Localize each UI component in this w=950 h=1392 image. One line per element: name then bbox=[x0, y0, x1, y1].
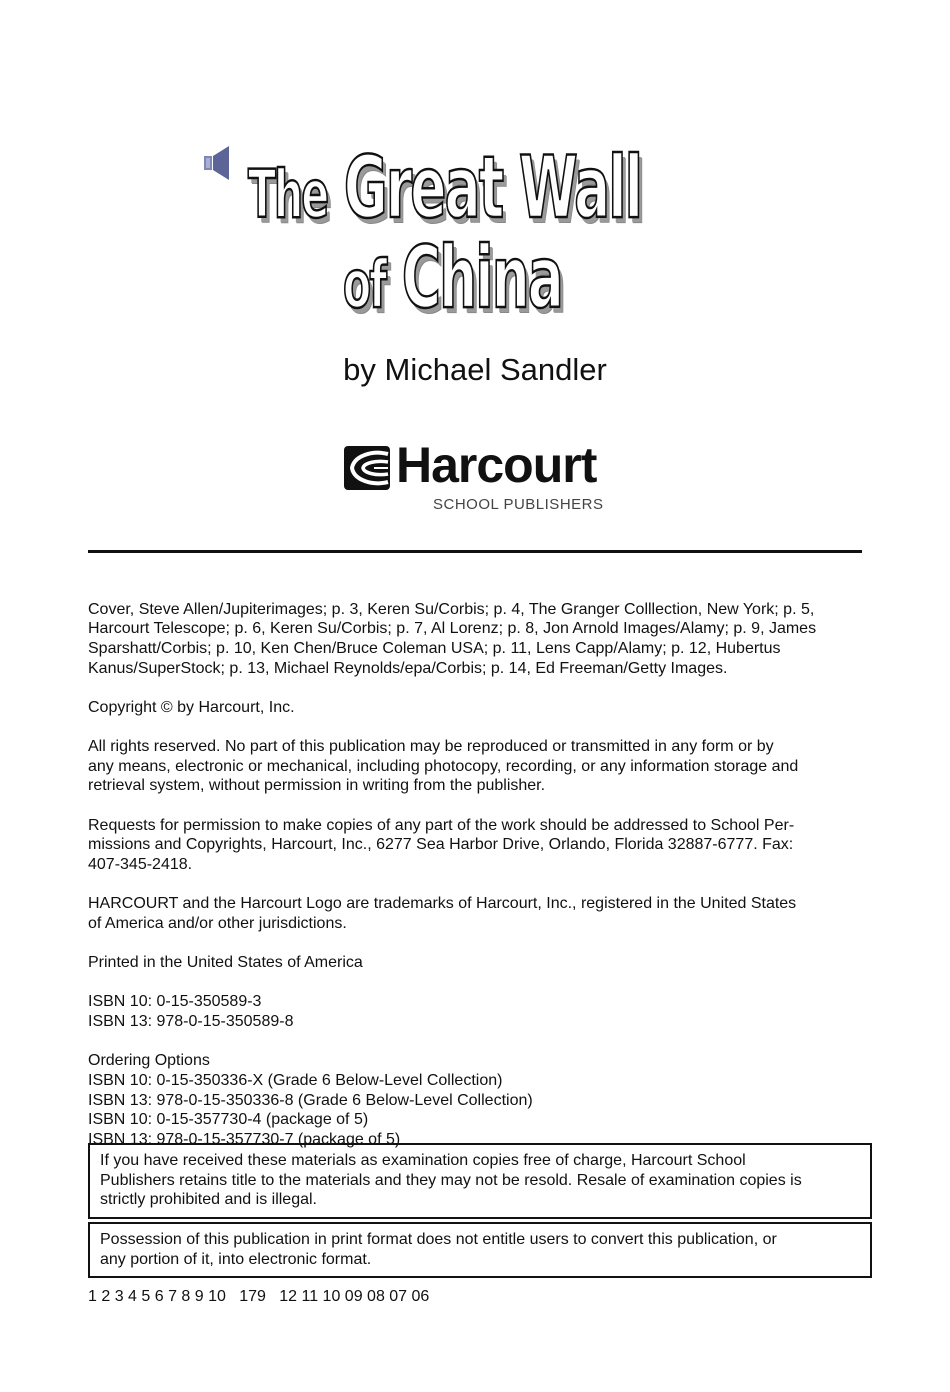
speaker-icon[interactable] bbox=[203, 145, 231, 181]
exam-copy-notice bbox=[88, 1143, 872, 1219]
notice-line: If you have received these materials as examination copies free of charge, Harcourt School bbox=[100, 1152, 746, 1169]
copyright-page-body bbox=[88, 580, 864, 1169]
rights-line: retrieval system, without permission in writing from the publisher. bbox=[88, 777, 546, 795]
ordering-line: ISBN 13: 978-0-15-357730-7 (package of 5) bbox=[88, 1131, 401, 1149]
notice-line: any portion of it, into electronic format. bbox=[100, 1250, 372, 1268]
harcourt-logo-mark-icon bbox=[344, 446, 390, 490]
rights-line: All rights reserved. No part of this publication may be reproduced or transmitted in any form or by bbox=[88, 738, 774, 756]
title-word-the: The bbox=[248, 156, 328, 233]
isbn-line: ISBN 10: 0-15-350589-3 bbox=[88, 993, 262, 1011]
credit-line: Kanus/SuperStock; p. 13, Michael Reynolds/epa/Corbis; p. 14, Ed Freeman/Getty Images. bbox=[88, 659, 728, 677]
print-line: 1 2 3 4 5 6 7 8 9 10 179 12 11 10 09 08 07 06 bbox=[88, 1288, 430, 1305]
permissions-line: missions and Copyrights, Harcourt, Inc., 6277 Sea Harbor Drive, Orlando, Florida 32887-6777. Fax: bbox=[88, 836, 794, 854]
title-words-great-wall: Great Wall bbox=[343, 138, 642, 238]
isbn-line: ISBN 13: 978-0-15-350589-8 bbox=[88, 1013, 294, 1031]
divider-rule bbox=[88, 550, 862, 553]
ordering-heading: Ordering Options bbox=[88, 1052, 210, 1070]
credit-line: Harcourt Telescope; p. 6, Keren Su/Corbis; p. 7, Al Lorenz; p. 8, Jon Arnold Images/Alamy; p. 9, James bbox=[88, 620, 817, 638]
author-byline: by Michael Sandler bbox=[343, 352, 607, 387]
permissions-line: 407-345-2418. bbox=[88, 856, 193, 874]
credit-line: Cover, Steve Allen/Jupiterimages; p. 3, Keren Su/Corbis; p. 4, The Granger Colllection, New York; p. 5, bbox=[88, 600, 815, 618]
rights-line: any means, electronic or mechanical, including photocopy, recording, or any information storage and bbox=[88, 757, 799, 775]
title-word-china: China bbox=[401, 228, 562, 328]
credit-line: Sparshatt/Corbis; p. 10, Ken Chen/Bruce Coleman USA; p. 11, Lens Capp/Alamy; p. 12, Hubertus bbox=[88, 639, 781, 657]
publisher-logo bbox=[344, 437, 614, 524]
title-line-1 bbox=[248, 138, 641, 238]
notice-line: strictly prohibited and is illegal. bbox=[100, 1191, 317, 1209]
trademark-line: of America and/or other jurisdictions. bbox=[88, 914, 347, 932]
copyright-line: Copyright © by Harcourt, Inc. bbox=[88, 698, 295, 716]
ordering-line: ISBN 10: 0-15-350336-X (Grade 6 Below-Level Collection) bbox=[88, 1071, 503, 1089]
notice-line: Publishers retains title to the materials and they may not be resold. Resale of examination copies is bbox=[100, 1171, 802, 1189]
permissions-line: Requests for permission to make copies of any part of the work should be addressed to School Per- bbox=[88, 816, 795, 834]
title-word-of: of bbox=[343, 246, 386, 323]
printed-in-line: Printed in the United States of America bbox=[88, 954, 363, 972]
publisher-subtitle: SCHOOL PUBLISHERS bbox=[433, 496, 604, 513]
trademark-line: HARCOURT and the Harcourt Logo are trademarks of Harcourt, Inc., registered in the United States bbox=[88, 895, 797, 913]
ordering-line: ISBN 13: 978-0-15-350336-8 (Grade 6 Below-Level Collection) bbox=[88, 1091, 533, 1109]
ordering-line: ISBN 10: 0-15-357730-4 (package of 5) bbox=[88, 1111, 369, 1129]
publisher-name: Harcourt bbox=[396, 437, 597, 493]
title-line-2 bbox=[343, 228, 562, 328]
electronic-format-notice bbox=[88, 1222, 872, 1278]
notice-line: Possession of this publication in print format does not entitle users to convert this publication, or bbox=[100, 1231, 777, 1248]
